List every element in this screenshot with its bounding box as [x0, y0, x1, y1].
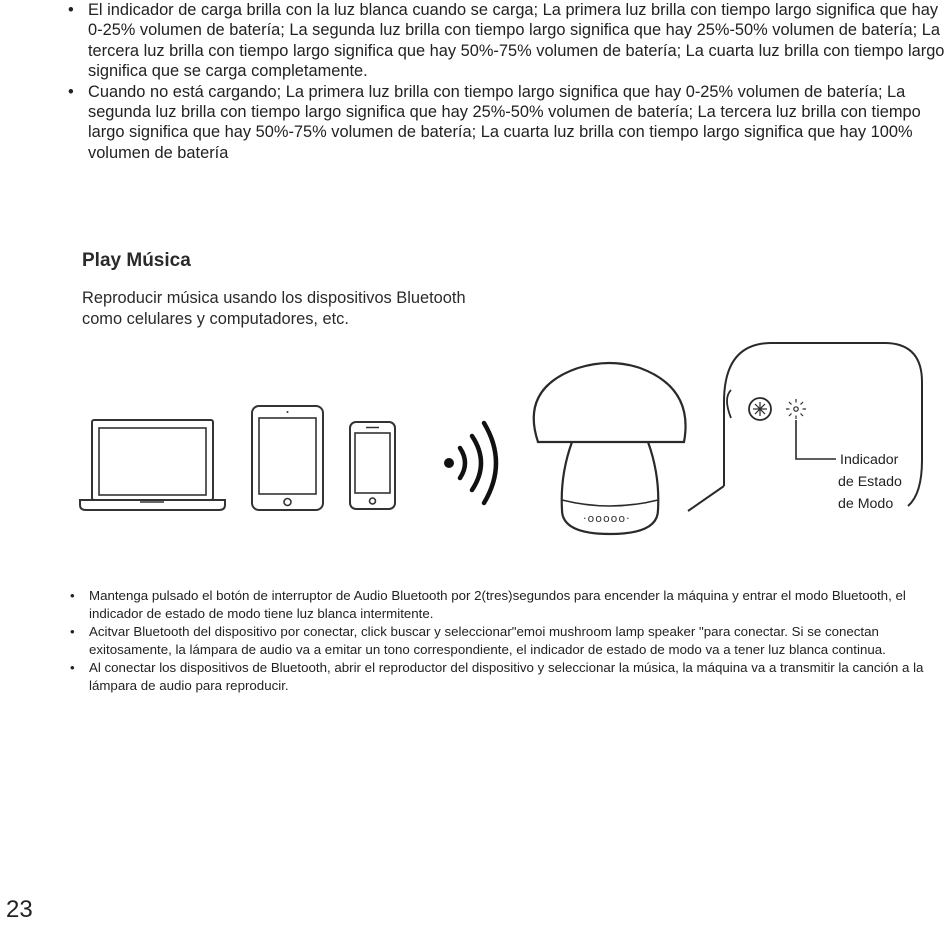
indicator-label-line1: Indicador: [840, 452, 899, 468]
charging-bullet-item: • El indicador de carga brilla con la luz blanca cuando se carga; La primera luz brilla con tiempo largo significa que hay 0-25% volumen de batería; La segunda luz brilla con tiempo largo significa que hay 25%-50% volumen de batería; La tercera luz brilla con tiempo largo significa que hay 50%-75% volumen de batería; La cuarta luz brilla con tiempo largo significa que se carga completamente.: [62, 0, 950, 82]
charging-bullet-item: • Cuando no está cargando; La primera luz brilla con tiempo largo significa que hay 0-25% volumen de batería; La segunda luz brilla con tiempo largo significa que hay 25%-50% volumen de batería; La tercera luz brilla con tiempo largo significa que hay 50%-75% volumen de batería; La cuarta luz brilla con tiempo largo significa que hay 100% volumen de batería: [62, 82, 950, 164]
phone-icon: [350, 422, 395, 509]
charging-bullet-list: [62, 0, 950, 163]
speaker-dots: ·ooooo·: [583, 512, 631, 525]
section-intro: Reproducir música usando los dispositivos Bluetooth como celulares y computadores, etc.: [82, 289, 466, 328]
section-title: Play Música: [82, 250, 191, 271]
instruction-item: • Acitvar Bluetooth del dispositivo por conectar, click buscar y seleccionar"emoi mushroom lamp speaker "para conectar. Si se conectan exitosamente, la lámpara de audio va a emitar un tono correspondiente, el indicador de estado de modo va a tener luz blanca continua.: [66, 623, 936, 659]
page-number: 23: [6, 896, 33, 923]
bluetooth-waves-icon: [444, 423, 496, 503]
laptop-icon: [80, 420, 225, 510]
indicator-label-line3: de Modo: [838, 496, 894, 512]
bluetooth-button-icon: [753, 402, 767, 416]
bluetooth-illustration: [0, 330, 952, 560]
instruction-item: • Al conectar los dispositivos de Bluetooth, abrir el reproductor del dispositivo y seleccionar la música, la máquina va a transmitir la canción a la lámpara de audio para reproducir.: [66, 659, 936, 695]
mushroom-lamp-speaker-icon: [534, 363, 686, 534]
indicator-label-line2: de Estado: [838, 474, 902, 490]
instructions-list: [66, 587, 936, 696]
tablet-icon: [252, 406, 323, 510]
mode-status-indicator-icon: [786, 399, 806, 419]
instruction-item: • Mantenga pulsado el botón de interruptor de Audio Bluetooth por 2(tres)segundos para encender la máquina y entrar el modo Bluetooth, el indicador de estado de modo tiene luz blanca intermitente.: [66, 587, 936, 623]
